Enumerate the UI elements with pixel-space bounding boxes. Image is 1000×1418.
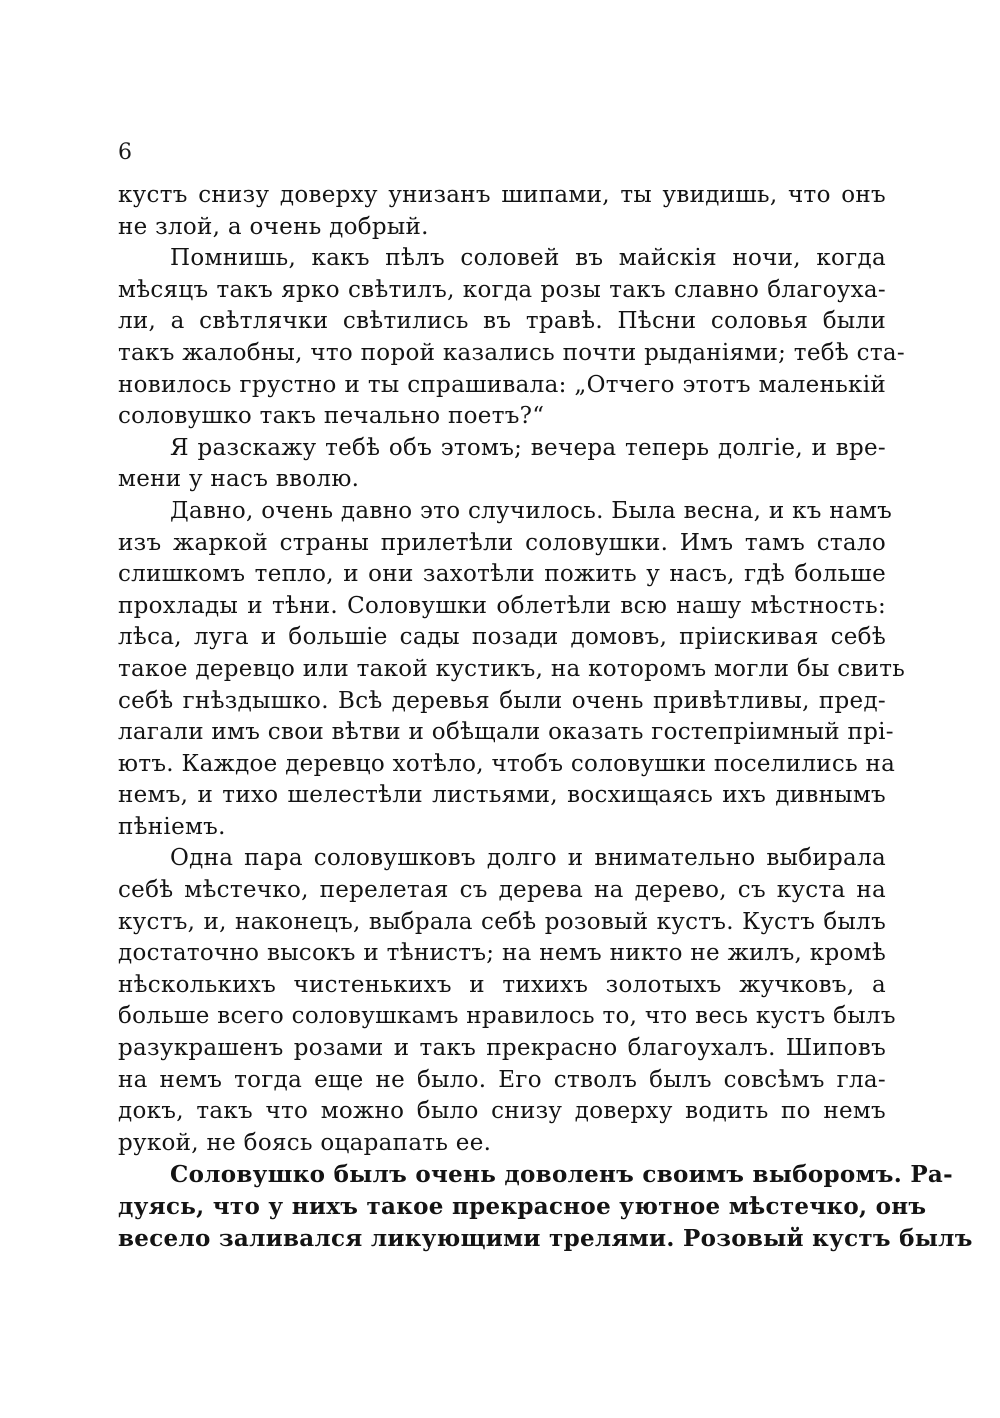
text-line: такое деревцо или такой кустикъ, на которомъ могли бы свить — [118, 655, 906, 682]
text-line: слишкомъ тепло, и они захотѣли пожить у насъ, гдѣ больше — [118, 561, 886, 588]
text-line: соловушко такъ печально поетъ?“ — [118, 403, 545, 430]
paragraph-start-line: Соловушко былъ очень доволенъ своимъ выборомъ. Ра- — [170, 1161, 953, 1189]
text-line: изъ жаркой страны прилетѣли соловушки. Имъ тамъ стало — [118, 529, 886, 556]
text-line: мени у насъ вволю. — [118, 466, 360, 493]
text-line: достаточно высокъ и тѣнистъ; на немъ никто не жилъ, кромѣ — [118, 940, 886, 967]
text-line: разукрашенъ розами и такъ прекрасно благоухалъ. Шиповъ — [118, 1035, 886, 1062]
text-line: кустъ, и, наконецъ, выбрала себѣ розовый кустъ. Кустъ былъ — [118, 908, 886, 935]
text-line: кустъ снизу доверху унизанъ шипами, ты увидишь, что онъ — [118, 182, 886, 208]
text-line: немъ, и тихо шелестѣли листьями, восхищаясь ихъ дивнымъ — [118, 782, 886, 809]
text-line: лѣса, луга и большіе сады позади домовъ, пріискивая себѣ — [118, 624, 886, 651]
page-number: 6 — [118, 140, 132, 165]
text-line: мѣсяцъ такъ ярко свѣтилъ, когда розы такъ славно благоуха- — [118, 276, 886, 303]
text-line: весело заливался ликующими трелями. Розовый кустъ былъ — [118, 1224, 973, 1252]
paragraph-start-line: Одна пара соловушковъ долго и внимательно выбирала — [170, 845, 886, 872]
text-line: нѣсколькихъ чистенькихъ и тихихъ золотыхъ жучковъ, а — [118, 971, 886, 998]
text-line: ютъ. Каждое деревцо хотѣло, чтобъ соловушки поселились на — [118, 750, 896, 777]
text-line: новилось грустно и ты спрашивала: „Отчего этотъ маленькій — [118, 371, 886, 398]
text-line: не злой, а очень добрый. — [118, 213, 429, 240]
text-line: прохлады и тѣни. Соловушки облетѣли всю нашу мѣстность: — [118, 592, 886, 619]
text-line: себѣ гнѣздышко. Всѣ деревья были очень привѣтливы, пред- — [118, 687, 886, 714]
text-line: больше всего соловушкамъ нравилось то, что весь кустъ былъ — [118, 1003, 896, 1030]
text-line: себѣ мѣстечко, перелетая съ дерева на дерево, съ куста на — [118, 877, 886, 904]
paragraph-start-line: Помнишь, какъ пѣлъ соловей въ майскія ночи, когда — [170, 245, 886, 272]
text-line: такъ жалобны, что порой казались почти рыданіями; тебѣ ста- — [118, 339, 905, 366]
paragraph-start-line: Давно, очень давно это случилось. Была весна, и къ намъ — [170, 497, 893, 524]
text-line: ли, а свѣтлячки свѣтились въ травѣ. Пѣсни соловья были — [118, 308, 886, 335]
text-line: лагали имъ свои вѣтви и обѣщали оказать гостепріимный прі- — [118, 719, 894, 746]
text-line: докъ, такъ что можно было снизу доверху водить по немъ — [118, 1098, 886, 1125]
body-text — [118, 180, 973, 1254]
text-line: на немъ тогда еще не было. Его стволъ былъ совсѣмъ гла- — [118, 1066, 886, 1093]
text-line: рукой, не боясь оцарапать ее. — [118, 1129, 492, 1156]
text-line: дуясь, что у нихъ такое прекрасное уютное мѣстечко, онъ — [118, 1193, 927, 1220]
paragraph-start-line: Я разскажу тебѣ объ этомъ; вечера теперь долгіе, и вре- — [170, 434, 886, 461]
text-line: пѣніемъ. — [118, 813, 226, 840]
